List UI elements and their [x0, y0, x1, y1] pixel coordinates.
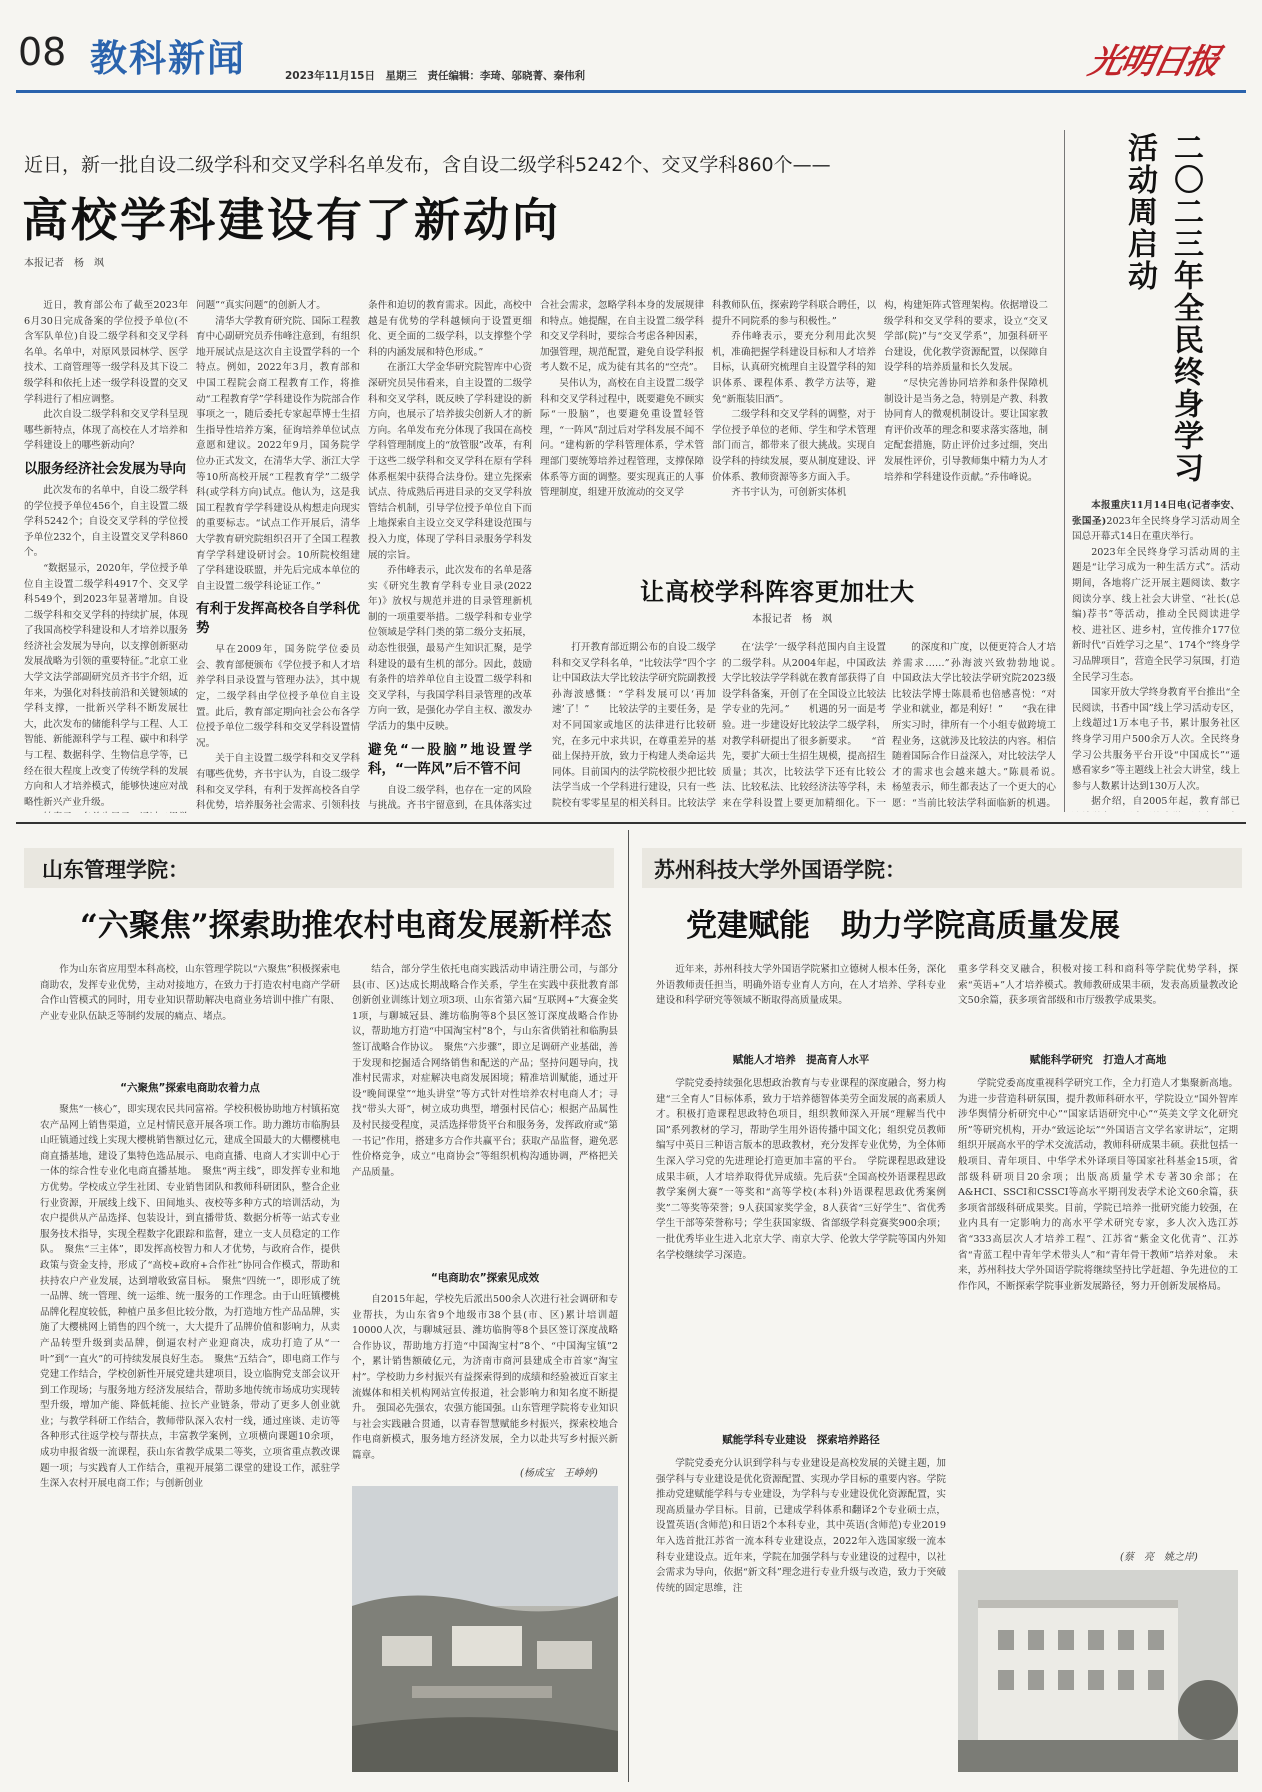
vertical-headline: 二〇二三年全民终身学习活动周启动 — [1122, 132, 1203, 484]
paragraph: 二级学科和交叉学科的调整，对于学位授予单位的老师、学生和学术管理部门而言，都带来了很大挑战。实现自设学科的持续发展，要从制度建设、评价体系、教师资源等多方面入手。 — [712, 409, 876, 483]
paragraph: 此次自设二级学科和交叉学科呈现哪些新特点，体现了高校在人才培养和学科建设上的哪些新动向？ — [24, 409, 188, 452]
paragraph: “尽快完善协同培养和条件保障机制设计是当务之急，特别是产教、科教协同育人的微观机制设计。要让国家教育评价改革的理念和要求落实落地，制定配套措施，防止评价过多过细，突出发展性评价，引导教师集中精力为人才培养和学科建设作贡献。”乔伟峰说。 — [884, 377, 1048, 483]
institution-label: 山东管理学院： — [42, 858, 189, 882]
paragraph: 国家开放大学终身教育平台推出“全民阅读，书香中国”线上学习活动专区，上线超过1万本电子书，累计服务社区终身学习用户500余万人次。全民终身学习公共服务平台开设“中国成长”“遥感看家乡”等主题线上社会大讲堂，线上参与人数累计达到130万人次。 — [1072, 687, 1240, 792]
paragraph: 关于自主设置二级学科和交叉学科有哪些优势，齐书宇认为，自设二级学科和交叉学科，有利于发挥高校各自学科优势，培养服务社会需求、引领科技 — [196, 753, 360, 812]
feature-subheading: 赋能人才培养 提高育人水平 — [732, 1054, 870, 1066]
feature-subheading: 赋能学科专业建设 探索培养路径 — [722, 1434, 880, 1446]
section-title: 教科新闻 — [90, 37, 246, 80]
right-column-divider — [1064, 130, 1065, 812]
paragraph: 问题”“真实问题”的创新人才。 — [196, 300, 326, 311]
section-divider — [16, 822, 1246, 824]
paragraph: 齐书宇认为，可创新实体机 — [731, 487, 847, 499]
paragraph: “数据显示，2020年，学位授予单位自主设置二级学科4917个、交叉学科549个，到2023年显著增加。自设二级学科和交叉学科的持续扩展，体现了我国高校学科建设和人才培养以服务经济社会发展为导向，以支撑创新驱动发展战略为引领的重要特征。”北京工业大学文法学部副研究员齐书宇介绍，近年来，为强化对科技前沿和关键领域的学科支撑，一批新兴学科不断发展壮大，此次发布的储能科学与工程、人工智能、新能源科学与工程、碳中和科学与工程、数据科学、生物信息学等，已经在很大程度上改变了传统学科的发展方向和人才培养模式，能够快速应对战略性新兴产业升级。 — [24, 562, 188, 808]
feature-headline: 党建赋能 助力学院高质量发展 — [686, 908, 1120, 944]
subheading: 避免“一股脑”地设置学科，“一阵风”后不管不问 — [368, 741, 532, 777]
paragraph: 清华大学教育研究院、国际工程教育中心副研究员乔伟峰注意到，有组织地开展试点是这次自主设置学科的一个特点。例如，2022年3月，教育部和中国工程院会商工程教育工作，将推动“工程教育学”学科建设作为院部合作事项之一，随后委托专家起草博士生招生指导性培养方案，征询培养单位试点意愿和建议。2022年9月，国务院学位办正式发文，在清华大学、浙江大学等10所高校开展“工程教育学”二级学科(或学科方向)试点。他认为，这是我国工程教育学学科建设从构想走向现实的重要标志。“试点工作开展后，清华大学教育研究院组织召开了全国工程教育学学科建设研讨会。10所院校组建了学科建设联盟，并先后完成本单位的自主设置二级学科论证工作。” — [196, 315, 360, 592]
paragraph: 早在2009年，国务院学位委员会、教育部便颁布《学位授予和人才培养学科目录设置与管理办法》，其中规定，二级学科由学位授予单位自主设置。此后，教育部定期向社会公布各学位授予单位二级学科和交叉学科设置情况。 — [196, 644, 360, 749]
paragraph: 构，构建矩阵式管理架构。依据增设二级学科和交叉学科的要求，设立“交叉学部(院)”与“交叉学系”，加强科研平台建设，优化教学资源配置，以保障自设学科的培养质量和长久发展。 — [884, 300, 1048, 374]
side-byline: 本报记者 杨 飒 — [752, 614, 832, 625]
photo-illustration — [352, 1486, 618, 1772]
byline: 本报记者 杨 飒 — [24, 258, 104, 269]
institution-label: 苏州科技大学外国语学院： — [654, 858, 906, 882]
dateline: 本报重庆11月14日电(记者李安、张国圣) — [1072, 500, 1240, 527]
paragraph: 2023年全民终身学习活动周的主题是“让学习成为一种生活方式”。活动期间，各地将广泛开展主题阅读、数字阅读分享、线上社会大讲堂、“社长(总编)荐书”等活动，推动全民阅读进学校、进社区、进乡村，宣传推介177位新时代“百姓学习之星”、174个“终身学习品牌项目”，营造全民学习氛围，打造全民学习生态。 — [1072, 546, 1240, 683]
feature-column-3: 学院党委高度重视科学研究工作，全力打造人才集聚新高地。为进一步营造科研氛围，提升教师科研水平，学院设立“国外智库涉华舆情分析研究中心”“国家话语研究中心”“英美文学文化研究所”等研究机构，开办“致远论坛”“外国语言文学名家讲坛”，定期组织开展高水平的学术交流活动，教师科研成果丰硕。获批包括一般项目、青年项目、中华学术外译项目等国家社科基金15项，省部级科研项目20余项；出版高质量学术专著30余部；在A&HCI、SSCI和CSSCI等高水平期刊发表学术论文60余篇，获多项省部级科研成果奖。目前，学院已培养一批研究能力较强，在业内具有一定影响力的高水平学术研究专家，多人次入选江苏省“333高层次人才培养工程”、江苏省“紫金文化优青”、江苏省“青蓝工程中青年学术带头人”和“青年骨干教师”培养对象。 未来，苏州科技大学外国语学院将继续坚持比学赶超、争先进位的工作作风，不断探索学院事业新发展路径，努力开创新发展格局。 — [958, 1078, 1238, 1292]
paragraph — [24, 810, 188, 813]
feature-column-1: 学院党委持续强化思想政治教育与专业课程的深度融合，努力构建“三全育人”目标体系，致力于培养德智体美劳全面发展的高素质人才。积极打造课程思政特色项目，组织教师深入开展“理解当代中国”系列教材的学习，帮助学生用外语传播中国文化；组织党员教师编写中英日三种语言版本的思政教材，充分发挥专业优势，为全体师生深入学习党的先进理论打造更加丰富的平台。 学院课程思政建设成果丰硕，人才培养取得优异成绩。先后获“全国高校外语课程思政教学案例大赛”一等奖和“高等学校(本科)外语课程思政优秀案例奖”二等奖等荣誉；9人获国家奖学金，8人获省“三好学生”、省优秀学生干部等荣誉称号；学生获国家级、省部级学科竞赛奖900余项；一批优秀毕业生进入北京大学、南京大学、伦敦大学学院等国内外知名学校继续学习深造。 — [656, 1078, 946, 1261]
photo-credit: (杨成宝 王峥婷) — [520, 1468, 598, 1479]
paragraph: 科教师队伍，探索跨学科联合聘任，以提升不同院系的参与积极性。” — [712, 300, 876, 327]
feature-column-2: 学院党委充分认识到学科与专业建设是高校发展的关键主题，加强学科与专业建设是优化资源配置、实现办学目标的重要内容。学院推动党建赋能学科与专业建设，为学科与专业建设优化资源配置，实现高质量办学目标。目前，已建成学科体系和翻译2个专业硕士点，设置英语(含师范)和日语2个本科专业，其中英语(含师范)专业2019年入选首批江苏省一流本科专业建设点，2022年入选国家级一流本科专业建设点。近年来，学院在加强学科与专业建设的过程中，以社会需求为导向，依据“新文科”理念进行专业升级与改造，致力于突破传统的固定思维，注 — [656, 1458, 946, 1594]
bottom-center-divider — [628, 830, 629, 1782]
paragraph: 吴伟认为，高校在自主设置二级学科和交叉学科过程中，既要避免不顾实际“一股脑”，也要避免重设置轻管理，“一阵风”刮过后对学科发展不闻不问。“建构新的学科管理体系，学术管理部门要统筹培养过程管理，支撑保障体系等方面的调整。要实现真正的人事管理制度，组建开放流动的交叉学 — [540, 377, 704, 499]
right-column-text — [1072, 498, 1240, 812]
feature-column-3: 自2015年起，学校先后派出500余人次进行社会调研和专业帮扶，为山东省9个地级市38个县(市、区)累计培训超10000人次，与聊城冠县、潍坊临朐等8个县区签订深度战略合作协议，帮助地方打造“中国淘宝村”8个、“中国淘宝镇”2个，累计销售额破亿元，为济南市商河县建成全市首家“淘宝村”。学校助力乡村振兴有益探索得到的成绩和经验被近百家主流媒体和相关机构网站宣传报道，社会影响力和知名度不断提升。 强国必先强农，农强方能国强。山东管理学院将专业知识与社会实践融合贯通，以青春智慧赋能乡村振兴，探索校地合作电商新模式，服务地方经济发展，全力以赴共写乡村振兴新篇章。 — [352, 1294, 618, 1460]
date-editors: 2023年11月15日 星期三 责任编辑：李琦、邬晓菁、秦伟利 — [285, 70, 585, 82]
feature-intro: 作为山东省应用型本科高校，山东管理学院以“六聚焦”积极探索电商助农，发挥专业优势，主动对接地方，在致力于打造农村电商产学研合作山管模式的同时，用专业知识帮助解决电商业务培训中推广有限、产业专业队伍缺乏等制约发展的痛点、堵点。 — [40, 964, 340, 1022]
paragraph: 合社会需求，忽略学科本身的发展规律和特点。她提醒，在自主设置二级学科和交叉学科时，要综合考虑各种因素，加强管理，规范配置，避免自设学科报考人数不足，成为徒有其名的“空壳”。 — [540, 300, 704, 374]
feature-subheading: “六聚焦”探索电商助农着力点 — [120, 1082, 260, 1094]
feature-column-2: 结合，部分学生依托电商实践活动申请注册公司，与部分县(市、区)达成长期战略合作关系，学生在实践中获批教育部创新创业训练计划立项3项、山东省第六届“互联网+”大赛金奖1项，与聊城冠县、潍坊临朐等8个县区签订深度战略合作协议，帮助地方打造“中国淘宝村”8个，与山东省供销社和临朐县签订战略合作协议。 聚焦“六步骤”，即立足调研产业基础，善于发现和挖掘适合网络销售和配送的产品；坚持问题导向，找准村民需求，对症解决电商发展困境；精准培训赋能，通过开设“晚间课堂”“地头讲堂”等方式针对性培养农村电商人才；寻找“带头大哥”，树立成功典型，增强村民信心；根据产品属性及村民接受程度，灵活选择带货平台和服务务，发挥政府或“第一书记”作用，搭建多方合作共赢平台；获取产品监督，避免恶性价格竞争，成立“电商协会”等组织机构沟通协调，严格把关产品质量。 — [352, 964, 618, 1178]
paragraph: 乔伟峰表示，此次发布的名单是落实《研究生教育学科专业目录(2022年)》放权与规范并进的目录管理新机制的一项重要举措。二级学科和专业学位领域是学科门类的第二级分支拓展，动态性很强，最易产生知识汇聚，是学科建设的最有生机的部分。因此，鼓励有条件的培养单位自主设置二级学科和交叉学科，与我国学科目录管理的改革方向一致，是强化办学自主权、激发办学活力的集中反映。 — [368, 565, 532, 733]
article-column-3 — [368, 298, 532, 813]
feature-subheading: “电商助农”探索见成效 — [430, 1272, 540, 1284]
newspaper-logo: 光明日报 — [1085, 42, 1222, 82]
campus-aerial-photo — [352, 1486, 618, 1772]
paragraph: 近日，教育部公布了截至2023年6月30日完成备案的学位授予单位(不含军队单位)自设二级学科和交叉学科名单。名单中，对原风景园林学、医学技术、工商管理等一级学科及其下设二级学科和依托上述一级学科设置的交叉学科进行了相应调整。 — [24, 300, 188, 405]
paragraph: 自设二级学科，也存在一定的风险与挑战。齐书宇留意到，在具体落实过 — [368, 784, 532, 812]
kicker: 近日，新一批自设二级学科和交叉学科名单发布，含自设二级学科5242个、交叉学科860个—— — [24, 154, 831, 176]
paragraph: 此次发布的名单中，自设二级学科的学位授予单位456个，自主设置二级学科5242个；自设交叉学科的学位授予单位232个，自主设置交叉学科860个。 — [24, 484, 188, 559]
paragraph: 据介绍，自2005年起，教育部已 — [1091, 796, 1240, 808]
article-column-2 — [196, 298, 360, 813]
article-column-1 — [24, 298, 188, 813]
building-photo — [958, 1570, 1238, 1772]
feature-subheading: 赋能科学研究 打造人才高地 — [1029, 1054, 1167, 1066]
feature-headline: “六聚焦”探索助推农村电商发展新样态 — [80, 908, 612, 944]
feature-column-1: 聚焦“一核心”，即实现农民共同富裕。学校积极协助地方村镇拓宽农产品网上销售渠道，立足村情民意开展各项工作。助力潍坊市临朐县山旺镇通过线上实现大樱桃销售额过亿元，建成全国最大的大棚樱桃电商直播基地，建设了集特色选品展示、电商直播、电商人才实训中心于一体的综合性专业化电商直播基地。 聚焦“两主线”，即发挥专业和地方优势。学校成立学生社团、专业销售团队和教师科研团队，整合企业行业资源，开展线上线下、田间地头、夜校等多种方式的培训活动，为农户提供从产品选择、包装设计，到直播带货、数据分析等一站式专业服务技术指导，实现全程数字化跟踪和监督，建立一支人员稳定的工作队。 聚焦“三主体”，即发挥高校智力和人才优势，与政府合作，提供政策与资金支持，形成了“高校+政府+合作社”协同合作模式，帮助和扶持农户产业发展，达到增收致富目标。 聚焦“四统一”，即形成了统一品牌、统一管理、统一运维、统一服务的工作理念。由于山旺镇樱桃品牌化程度较低，种植户虽多但比较分散，为打造地方性产品品牌，实施了大樱桃网上销售的四个统一，大大提升了品牌价值和影响力，从卖产品转型升级到卖品牌，倒逼农村产业迎商决，成功打造了从“一叶”到“一直火”的可持续发展良好生态。 聚焦“五结合”，即电商工作与党建工作结合，学校创新性开展党建共建项目，设立临朐党支部会议开到工作现场；与服务地方经济发展结合，帮助多地传统市场成功实现转型升级，增加产能、降低耗能、拉长产业链条，带动了更多人创业就业；与教学科研工作结合，教师带队深入农村一线，通过座谈、走访等各种形式往返学校与帮扶点，丰富教学案例，立项横向课题10余项，成功申报省级一流课程，获山东省教学成果二等奖，立项省重点教改课题一项；与实践育人工作结合，重视开展第二课堂的建设工作，派驻学生深入农村开展电商工作；与创新创业 — [40, 1104, 340, 1490]
article-column-5 — [712, 298, 876, 533]
side-column-1: 打开教育部近期公布的自设二级学科和交叉学科名单，“比较法学”四个字让中国政法大学比较法学研究院副教授孙海波感慨：“学科发展可以‘再加速’了！” 比较法学的主要任务，是对不同国家或地区的法律进行比较研究，在多元中求共识，在尊重差异的基础上保持开放，致力于构建人类命运共同体。目前国内的法学院校很少把比较法学当成一个学科进行建设，只有一些院校有零零星星的相关科目。比较法学 — [552, 642, 716, 809]
masthead-divider — [16, 90, 1246, 93]
article-column-6 — [884, 298, 1048, 533]
paragraph: 条件和迫切的教育需求。因此，高校中越是有优势的学科越倾向于设置更细化、更全面的二级学科，以支撑整个学科的内涵发展和特色形成。” — [368, 300, 532, 358]
photo-credit: (蔡 亮 姚之岸) — [1120, 1552, 1198, 1563]
feature-intro-continued: 重多学科交叉融合，积极对接工科和商科等学院优势学科，探索“英语+”人才培养模式。教师教研成果丰硕，发表高质量教改论文50余篇，获多项省部级和市厅级教学成果奖。 — [958, 964, 1238, 1007]
paragraph: 2023年全民终身学习活动周全国总开幕式14日在重庆举行。 — [1072, 515, 1240, 543]
paragraph: 乔伟峰表示，要充分利用此次契机，准确把握学科建设目标和人才培养目标，认真研究梳理自主设置学科的知识体系、课程体系、教学方法等，避免“新瓶装旧酒”。 — [712, 331, 876, 405]
paragraph: 在浙江大学金华研究院智库中心资深研究员吴伟看来，自主设置的二级学科和交叉学科，既反映了学科建设的新方向，也展示了培养拔尖创新人才的新方向。名单发布充分体现了我国在高校学科管理制度上的“放管服”改革，有利于这些二级学科和交叉学科在原有学科体系框架中获得合法身份。建立先探索试点、待成熟后再进目录的交叉学科放管结合机制，引导学位授予单位自下而上地探索自主设立交叉学科建设范围与投入力度，体现了学科目录服务学科发展的宗旨。 — [368, 362, 532, 561]
page-number: 08 — [18, 30, 67, 74]
side-headline: 让高校学科阵容更加壮大 — [640, 577, 915, 606]
article-column-4 — [540, 298, 704, 533]
subheading: 有利于发挥高校各自学科优势 — [196, 601, 360, 637]
subheading: 以服务经济社会发展为导向 — [24, 460, 186, 477]
headline: 高校学科建设有了新动向 — [22, 193, 561, 247]
photo-illustration — [958, 1570, 1238, 1772]
feature-intro: 近年来，苏州科技大学外国语学院紧扣立德树人根本任务，深化外语教师责任担当，明确外语专业育人方向，在人才培养、学科专业建设和科学研究等领域不断取得高质量成果。 — [656, 964, 946, 1007]
side-column-2: 在‘法学’一级学科范围内自主设置的二级学科。从2004年起，中国政法大学比较法学学科就在教育部获得了自设学科备案，开创了在全国设立比较法学专业的先河。” 机遇的另一面是考验。进一步建设好比较法学二级学科，对教学科研提出了很多新要求。 “首先，要扩大硕士生招生规模，提高招生质量；其次，比较法学下还有比较公法、比较私法、比较经济法等学科，未来在学科设置上要更加精细化。下一 — [722, 642, 886, 809]
side-column-3: 的深度和广度，以便更符合人才培养需求……”孙海波兴致勃勃地说。 中国政法大学比较法学研究院2023级比较法学博士陈晨希也倍感喜悦：“对学业和就业，都是利好！” “我在律所实习时，律所有一个小组专做跨境工程业务，这就涉及比较法的内容。相信随着国际合作日益深入，对比较法学人才的需求也会越来越大。”陈晨希说。 杨堃表示，师生都表达了一个更大的心愿：“当前比较法学科面临新的机遇。 — [892, 642, 1056, 809]
